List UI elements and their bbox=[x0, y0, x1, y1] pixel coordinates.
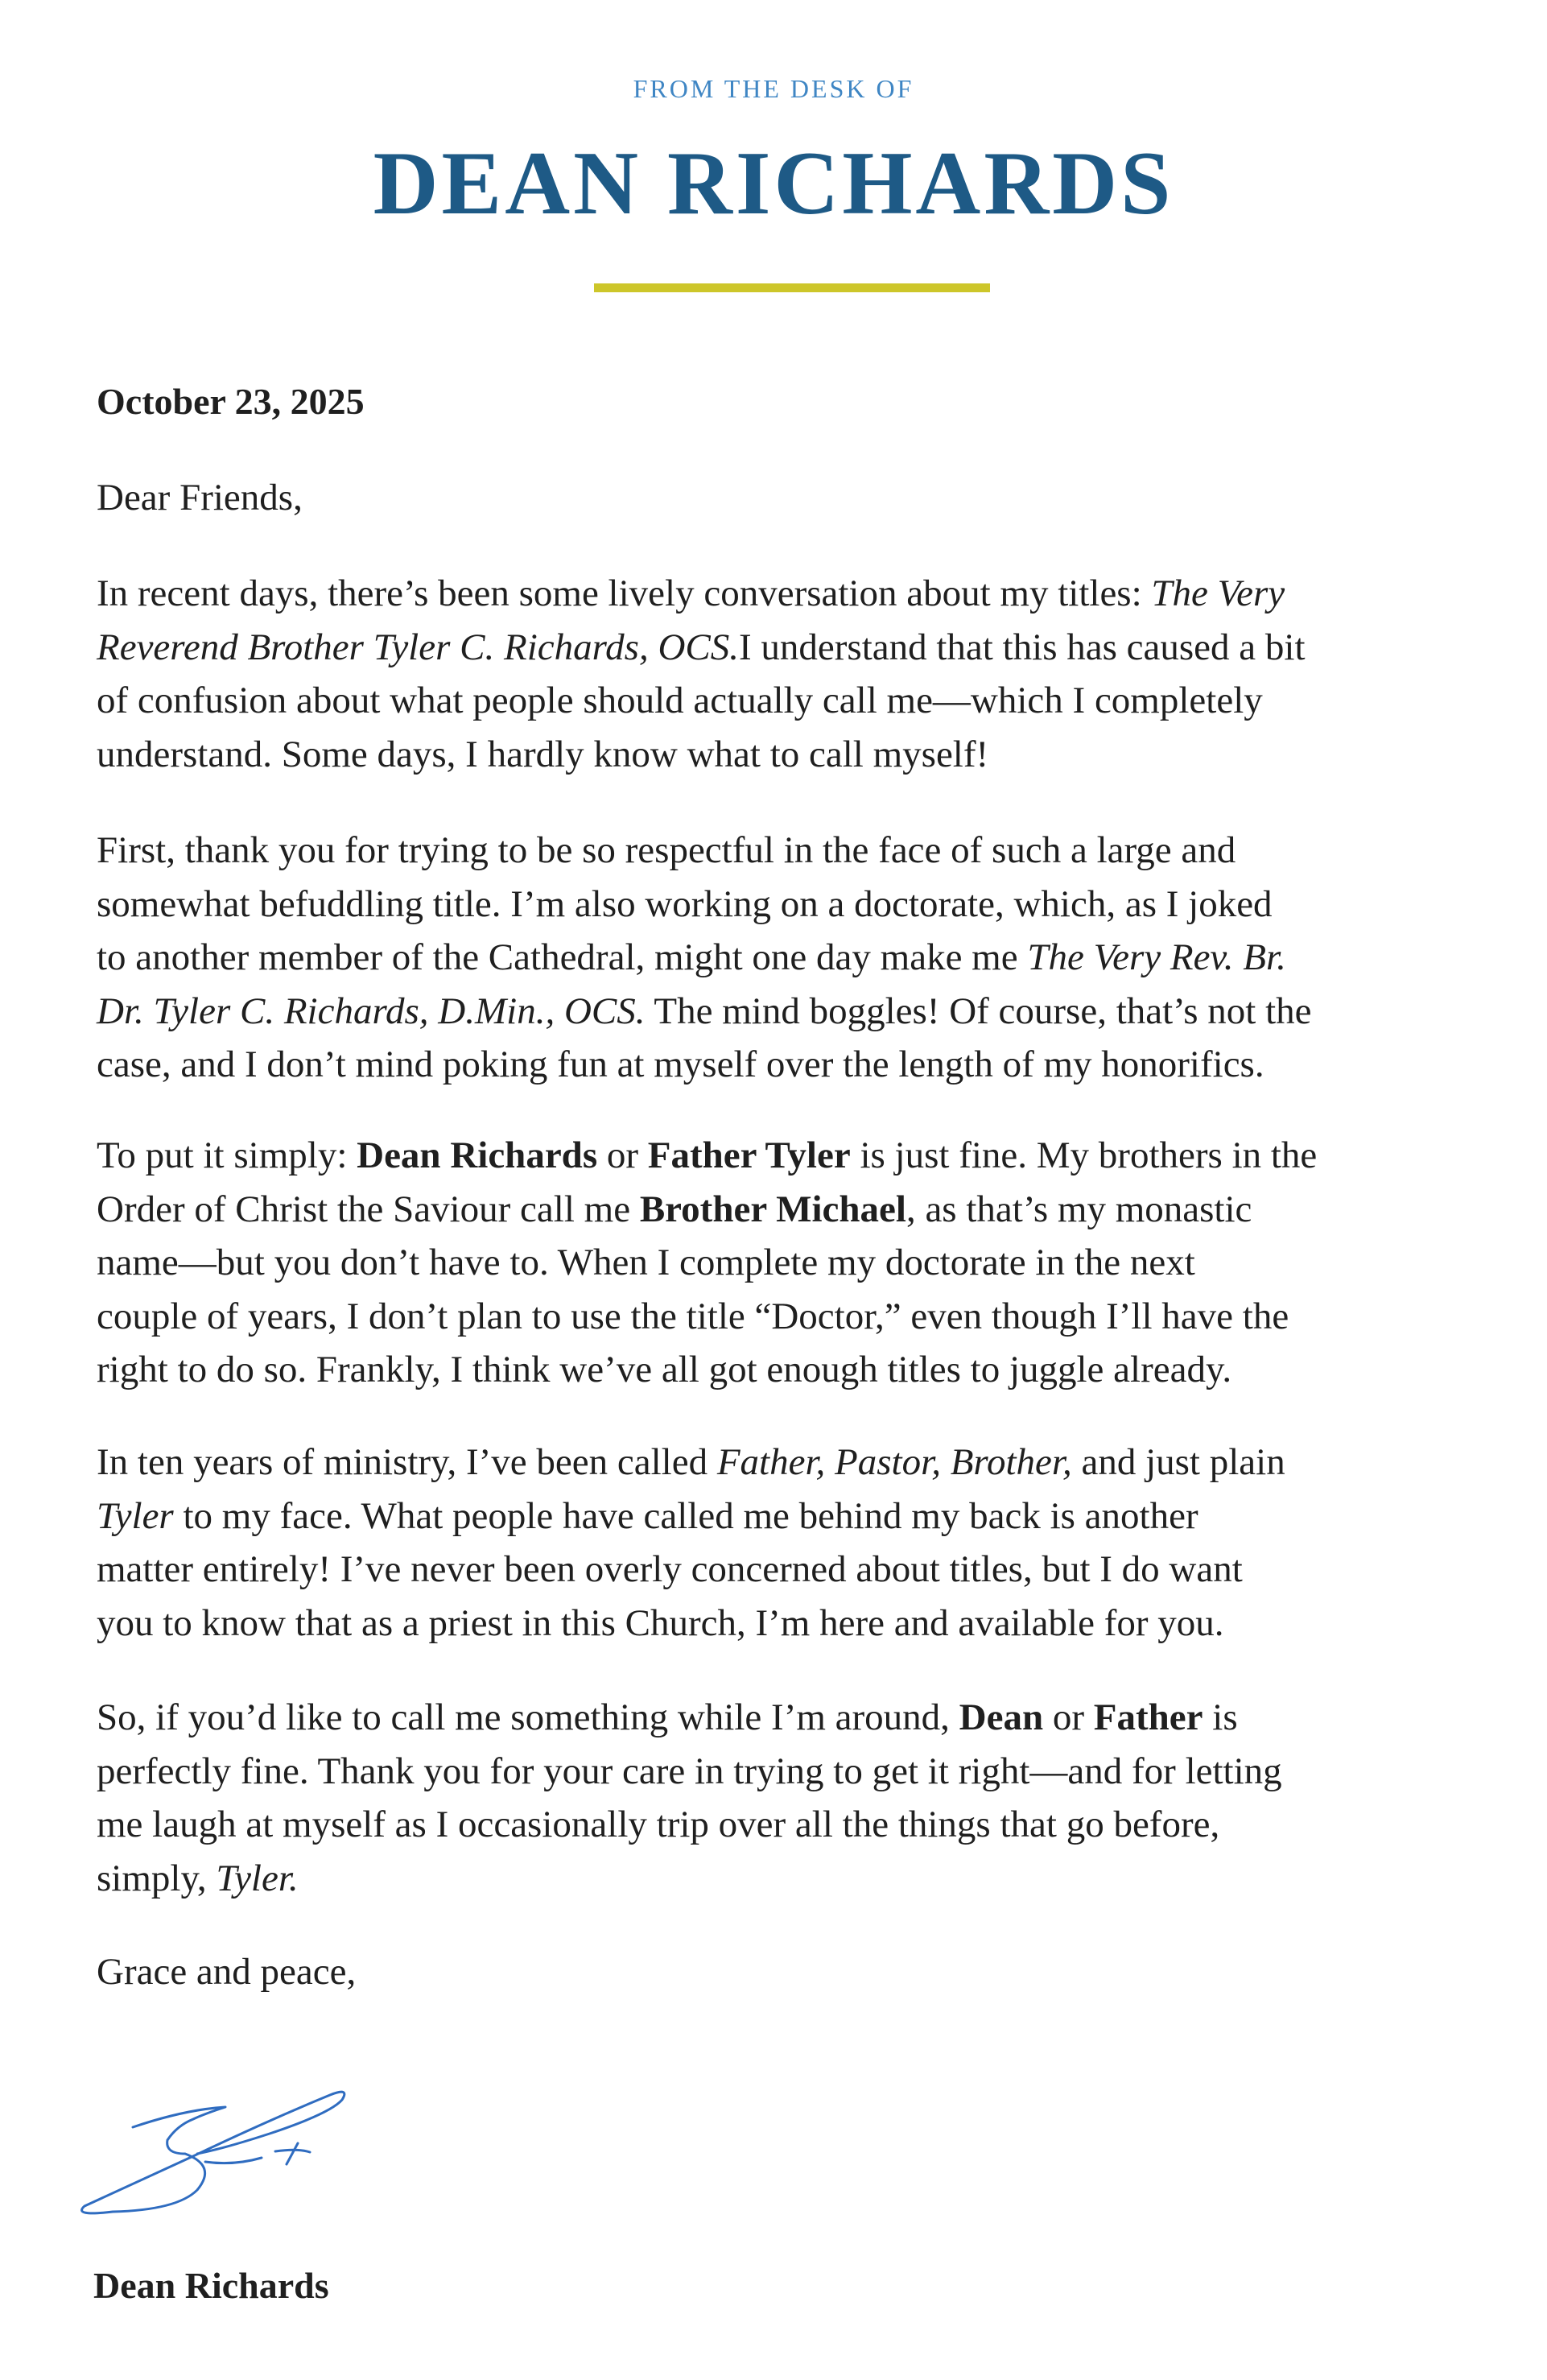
text-line bbox=[97, 1745, 1282, 1799]
text-run: The mind boggles! Of course, that’s not the bbox=[645, 990, 1312, 1032]
letter-paragraph bbox=[97, 567, 1306, 781]
text-line bbox=[97, 985, 1312, 1039]
text-run: me laugh at myself as I occasionally trip over all the things that go before, bbox=[97, 1804, 1220, 1845]
bold-text: Father bbox=[1093, 1696, 1203, 1738]
text-line bbox=[97, 1597, 1285, 1651]
text-run: In recent days, there’s been some lively conversation about my titles: bbox=[97, 572, 1152, 614]
italic-text: Father, Pastor, Brother, bbox=[716, 1441, 1072, 1483]
letter-date: October 23, 2025 bbox=[97, 381, 365, 422]
text-line bbox=[97, 1236, 1317, 1290]
text-line bbox=[97, 728, 1306, 782]
italic-text: Reverend Brother Tyler C. Richards, OCS. bbox=[97, 626, 739, 668]
letter-paragraph bbox=[97, 1436, 1285, 1650]
text-line bbox=[97, 621, 1306, 675]
text-line bbox=[97, 1129, 1317, 1183]
text-run: somewhat befuddling title. I’m also working on a doctorate, which, as I joked bbox=[97, 882, 1273, 925]
letter-closing bbox=[97, 1945, 356, 1999]
italic-text: Tyler bbox=[97, 1494, 174, 1537]
text-run: right to do so. Frankly, I think we’ve all got enough titles to juggle already. bbox=[97, 1349, 1232, 1390]
text-run: simply, bbox=[97, 1857, 217, 1899]
text-run: , as that’s my monastic bbox=[906, 1188, 1252, 1230]
text-line bbox=[97, 674, 1306, 728]
text-line bbox=[97, 1436, 1285, 1490]
text-run: and just plain bbox=[1071, 1441, 1285, 1483]
text-run: to another member of the Cathedral, might one day make me bbox=[97, 936, 1028, 978]
text-run: matter entirely! I’ve never been overly concerned about titles, but I do want bbox=[97, 1548, 1243, 1590]
letterhead-name: DEAN RICHARDS bbox=[373, 134, 1174, 233]
letterhead-accent-rule bbox=[594, 283, 990, 292]
italic-text: The Very bbox=[1151, 572, 1285, 614]
text-line bbox=[97, 471, 303, 525]
text-line bbox=[97, 1343, 1317, 1397]
text-run: case, and I don’t mind poking fun at myself over the length of my honorifics. bbox=[97, 1043, 1264, 1085]
text-run: Dear Friends, bbox=[97, 477, 303, 519]
text-run: Order of Christ the Saviour call me bbox=[97, 1188, 640, 1230]
signature-image bbox=[64, 2045, 354, 2230]
bold-text: Father Tyler bbox=[647, 1134, 851, 1176]
bold-text: Brother Michael bbox=[639, 1188, 906, 1230]
text-run: understand. Some days, I hardly know what to call myself! bbox=[97, 733, 989, 775]
text-run: of confusion about what people should actually call me—which I completely bbox=[97, 680, 1263, 721]
text-line bbox=[97, 878, 1312, 932]
text-run: So, if you’d like to call me something while I’m around, bbox=[97, 1696, 959, 1738]
text-run: you to know that as a priest in this Church, I’m here and available for you. bbox=[97, 1601, 1224, 1644]
text-run: or bbox=[597, 1134, 648, 1176]
signoff-name: Dean Richards bbox=[93, 2265, 329, 2306]
text-line bbox=[97, 824, 1312, 878]
text-line bbox=[97, 1290, 1317, 1344]
text-line bbox=[97, 931, 1312, 985]
text-line bbox=[97, 1945, 356, 1999]
text-line bbox=[97, 1543, 1285, 1597]
letter-paragraph bbox=[97, 824, 1312, 1092]
text-run: perfectly fine. Thank you for your care in trying to get it right—and for letting bbox=[97, 1750, 1282, 1792]
letter-paragraph bbox=[97, 1129, 1317, 1397]
text-run: couple of years, I don’t plan to use the title “Doctor,” even though I’ll have the bbox=[97, 1295, 1289, 1337]
text-line bbox=[97, 1183, 1317, 1237]
text-line bbox=[97, 567, 1306, 621]
letter-paragraph bbox=[97, 1691, 1282, 1905]
italic-text: Dr. Tyler C. Richards, D.Min., OCS. bbox=[97, 990, 646, 1032]
text-run: to my face. What people have called me behind my back is another bbox=[173, 1494, 1198, 1537]
letter-salutation bbox=[97, 471, 303, 525]
text-run: is just fine. My brothers in the bbox=[850, 1134, 1318, 1176]
text-run: In ten years of ministry, I’ve been called bbox=[97, 1441, 717, 1483]
text-run: is bbox=[1203, 1696, 1238, 1738]
bold-text: Dean bbox=[959, 1696, 1044, 1738]
text-line bbox=[97, 1490, 1285, 1543]
text-line bbox=[97, 1798, 1282, 1852]
italic-text: The Very Rev. Br. bbox=[1027, 936, 1286, 978]
bold-text: Dean Richards bbox=[357, 1134, 598, 1176]
letterhead-from-the-desk-of: FROM THE DESK OF bbox=[633, 74, 914, 103]
text-run: Grace and peace, bbox=[97, 1951, 357, 1993]
italic-text: Tyler. bbox=[216, 1857, 299, 1899]
text-run: To put it simply: bbox=[97, 1134, 357, 1176]
text-run: First, thank you for trying to be so respectful in the face of such a large and bbox=[97, 829, 1236, 871]
text-run: name—but you don’t have to. When I complete my doctorate in the next bbox=[97, 1242, 1195, 1283]
text-line bbox=[97, 1852, 1282, 1906]
text-line bbox=[97, 1038, 1312, 1092]
text-run: I understand that this has caused a bit bbox=[739, 626, 1306, 668]
text-line bbox=[97, 1691, 1282, 1745]
text-run: or bbox=[1043, 1696, 1094, 1738]
